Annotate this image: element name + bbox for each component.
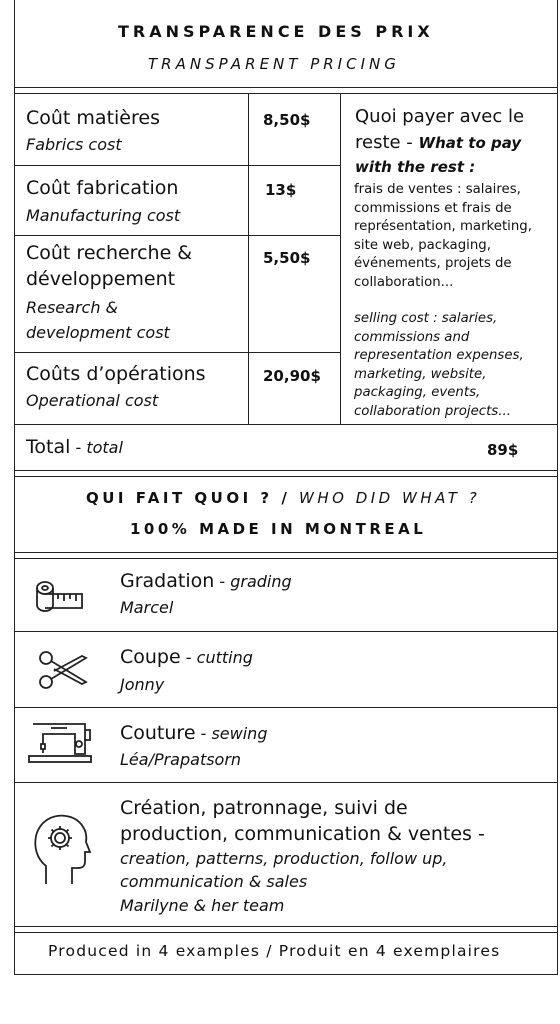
cost-label-research: Coût recherche & [26, 242, 193, 264]
divider [14, 558, 558, 559]
title-fr: TRANSPARENCE DES PRIX [118, 22, 434, 41]
divider [14, 932, 558, 933]
rest-fr-line: événements, projets de [354, 256, 512, 271]
total-value: 89$ [487, 441, 519, 459]
divider [14, 926, 558, 927]
role-name-en: cutting [196, 648, 253, 667]
cost-label-research: développement [26, 268, 176, 290]
role-name: Création, patronnage, suivi de [120, 797, 408, 819]
role-name-en: sewing [211, 724, 268, 743]
role-name-en: grading [230, 572, 292, 591]
total-sep: - [70, 438, 87, 457]
divider [248, 93, 249, 424]
who-subtitle: 100% MADE IN MONTREAL [130, 520, 427, 538]
divider [14, 87, 558, 88]
divider [14, 707, 558, 708]
cost-sub-operations: Operational cost [26, 391, 159, 410]
sewing-machine-icon [27, 718, 93, 768]
total-label-en: total [86, 438, 123, 457]
cost-label-fabrics: Coût matières [26, 107, 160, 129]
role-person: Marcel [120, 598, 174, 617]
rest-en-line: collaboration projects... [354, 403, 511, 419]
role-name-en: communication & sales [120, 872, 308, 891]
role-sep: - [180, 648, 197, 667]
role-sep: - [214, 572, 231, 591]
who-title [86, 489, 480, 507]
cost-price-operations: 20,90$ [263, 367, 321, 385]
divider [14, 424, 558, 425]
divider [14, 476, 558, 477]
role-grading [120, 570, 292, 592]
role-person: Léa/Prapatsorn [120, 750, 242, 769]
rest-fr-line: site web, packaging, [354, 237, 491, 253]
cost-sub-research: Research & [26, 298, 119, 317]
rest-fr-line: frais de ventes : salaires, [354, 182, 521, 197]
divider [14, 352, 340, 353]
rest-en-line: packaging, events, [354, 385, 481, 400]
role-person: Marilyne & her team [120, 896, 285, 915]
divider [14, 782, 558, 783]
total-label [26, 436, 123, 458]
cost-label-manufacturing: Coût fabrication [26, 177, 179, 199]
rest-fr-list [354, 181, 532, 292]
rest-title-line [355, 130, 524, 156]
rest-en-list [354, 310, 524, 421]
divider [14, 470, 558, 471]
role-name: Couture [120, 722, 196, 744]
cost-sub-manufacturing: Manufacturing cost [26, 206, 181, 225]
divider [14, 552, 558, 553]
who-title-en: WHO DID WHAT ? [299, 489, 481, 507]
rest-fr-line: collaboration... [354, 274, 454, 290]
cost-price-fabrics: 8,50$ [263, 111, 311, 129]
divider [14, 165, 340, 166]
role-name: production, communication & ventes - [120, 823, 485, 845]
who-title-fr: QUI FAIT QUOI ? / [86, 489, 300, 507]
total-label-fr: Total [26, 436, 71, 458]
cost-sub-fabrics: Fabrics cost [26, 135, 122, 154]
cost-price-manufacturing: 13$ [265, 181, 297, 199]
rest-title-en: What to pay [418, 134, 522, 152]
role-sewing [120, 722, 267, 744]
rest-en-line: commissions and [354, 329, 470, 345]
divider [14, 631, 558, 632]
rest-title-line: Quoi payer avec le [355, 106, 525, 127]
role-name: Coupe [120, 646, 181, 668]
divider [340, 93, 341, 424]
rest-en-line: marketing, website, [354, 366, 487, 382]
rest-en-line: representation expenses, [354, 348, 524, 363]
rest-fr-line: représentation, marketing, [354, 219, 532, 234]
divider [14, 235, 340, 236]
cost-price-research: 5,50$ [263, 249, 311, 267]
role-cutting [120, 646, 253, 668]
divider [14, 93, 558, 94]
rest-title-line: with the rest : [355, 158, 476, 176]
footer-note: Produced in 4 examples / Produit en 4 exemplaires [48, 942, 501, 960]
rest-fr-line: commissions et frais de [354, 200, 512, 216]
title-en: TRANSPARENT PRICING [148, 55, 400, 73]
role-person: Jonny [120, 675, 165, 694]
role-name-en: creation, patterns, production, follow up, [120, 849, 448, 868]
scissors-icon [36, 648, 90, 692]
role-creation [120, 795, 485, 919]
cost-sub-research: development cost [26, 323, 170, 342]
role-sep: - [195, 724, 212, 743]
rest-title-fr: reste - [355, 132, 419, 153]
head-gear-icon [32, 812, 92, 886]
rest-en-line: selling cost : salaries, [354, 311, 498, 326]
measuring-tape-icon [34, 578, 84, 614]
cost-label-operations: Coûts d’opérations [26, 363, 206, 385]
role-name: Gradation [120, 570, 215, 592]
rest-title [355, 104, 524, 178]
